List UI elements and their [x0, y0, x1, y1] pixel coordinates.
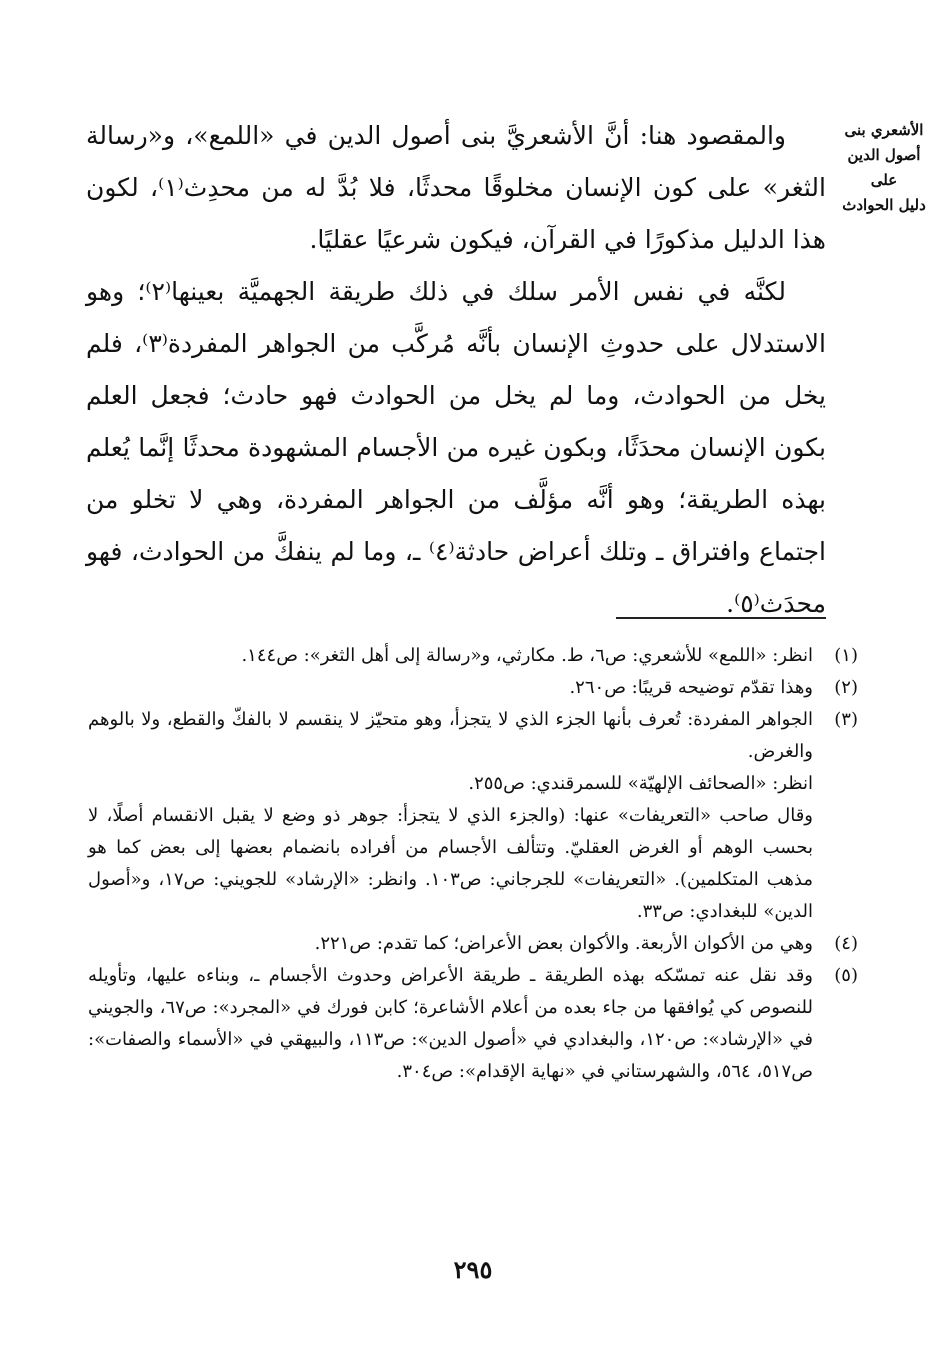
margin-note: [834, 118, 934, 218]
footnote-line: الجواهر المفردة: تُعرف بأنها الجزء الذي لا يتجزأ، وهو متحيّز لا ينقسم لا بالفكّ والقطع، ولا بالوهم والغرض.: [88, 709, 813, 762]
footnote-number: (٢): [834, 677, 858, 698]
footnote-separator: [616, 617, 826, 619]
footnote-body: [88, 928, 813, 960]
footnote-line: انظر: «الصحائف الإلهيّة» للسمرقندي: ص٢٥٥.: [468, 773, 813, 794]
margin-note-line: أصول الدين على: [847, 146, 921, 189]
footnote: [88, 960, 858, 1088]
paragraph: والمقصود هنا: أنَّ الأشعريَّ بنى أصول الدين في «اللمع»، و«رسالة الثغر» على كون الإنسان مخلوقًا محدثًا، فلا بُدَّ له من محدِث⁽١⁾، لكون هذا الدليل مذكورًا في القرآن، فيكون شرعيًا عقليًا.: [86, 121, 826, 254]
margin-note-line: الأشعري بنى: [844, 121, 924, 139]
footnote-number: (٥): [834, 965, 858, 986]
paragraph: لكنَّه في نفس الأمر سلك في ذلك طريقة الجهميَّة بعينها⁽٢⁾؛ وهو الاستدلال على حدوثِ الإنسان بأنَّه مُركَّب من الجواهر المفردة⁽٣⁾، فلم يخل من الحوادث، وما لم يخل من الحوادث فهو حادث؛ فجعل العلم بكون الإنسان محدَثًا، وبكون غيره من الأجسام المشهودة محدثًا إنَّما يُعلم بهذه الطريقة؛ وهو أنَّه مؤلَّف من الجواهر المفردة، وهي لا تخلو من اجتماع وافتراق ـ وتلك أعراض حادثة⁽٤⁾ ـ، وما لم ينفكَّ من الحوادث، فهو محدَث⁽٥⁾.: [86, 277, 826, 618]
footnote: [88, 928, 858, 960]
footnote-line: وقال صاحب «التعريفات» عنها: (والجزء الذي لا يتجزأ: جوهر ذو وضع لا يقبل الانقسام أصلًا، لا بحسب الوهم أو الغرض العقليّ. وتتألف الأجسام من أفراده بانضمام بعضها إلى بعض كما هو مذهب المتكلمين). «التعريفات» للجرجاني: ص١٠٣. وانظر: «الإرشاد» للجويني: ص١٧، و«أصول الدين» للبغدادي: ص٣٣.: [88, 805, 813, 922]
footnote-line: وقد نقل عنه تمسّكه بهذه الطريقة ـ طريقة الأعراض وحدوث الأجسام ـ، وبناءه عليها، وتأويله للنصوص كي يُوافقها من جاء بعده من أعلام الأشاعرة؛ كابن فورك في «المجرد»: ص٦٧، والجويني في «الإرشاد»: ص١٢٠، والبغدادي في «أصول الدين»: ص١١٣، والبيهقي في «الأسماء والصفات»: ص٥١٧، ٥٦٤، والشهرستاني في «نهاية الإقدام»: ص٣٠٤.: [88, 965, 814, 1082]
footnote-number: (١): [834, 645, 858, 666]
footnote-body: [88, 672, 813, 704]
footnotes: [88, 640, 858, 1088]
main-text: [86, 110, 826, 630]
page-number: ٢٩٥: [453, 1255, 493, 1284]
footnote-line: انظر: «اللمع» للأشعري: ص٦، ط. مكارثي، و«رسالة إلى أهل الثغر»: ص١٤٤.: [241, 645, 813, 666]
footnote: [88, 704, 858, 928]
margin-note-line: دليل الحوادث: [842, 196, 926, 214]
footnote-body: [88, 960, 813, 1088]
footnote-line: وهي من الأكوان الأربعة. والأكوان بعض الأعراض؛ كما تقدم: ص٢٢١.: [314, 933, 813, 954]
footnote-number: (٣): [834, 709, 858, 730]
footnote-body: [88, 640, 813, 672]
footnote-number: (٤): [834, 933, 858, 954]
footnote: [88, 672, 858, 704]
footnote-line: وهذا تقدّم توضيحه قريبًا: ص٢٦٠.: [569, 677, 813, 698]
footnote: [88, 640, 858, 672]
footnote-body: [88, 704, 813, 928]
